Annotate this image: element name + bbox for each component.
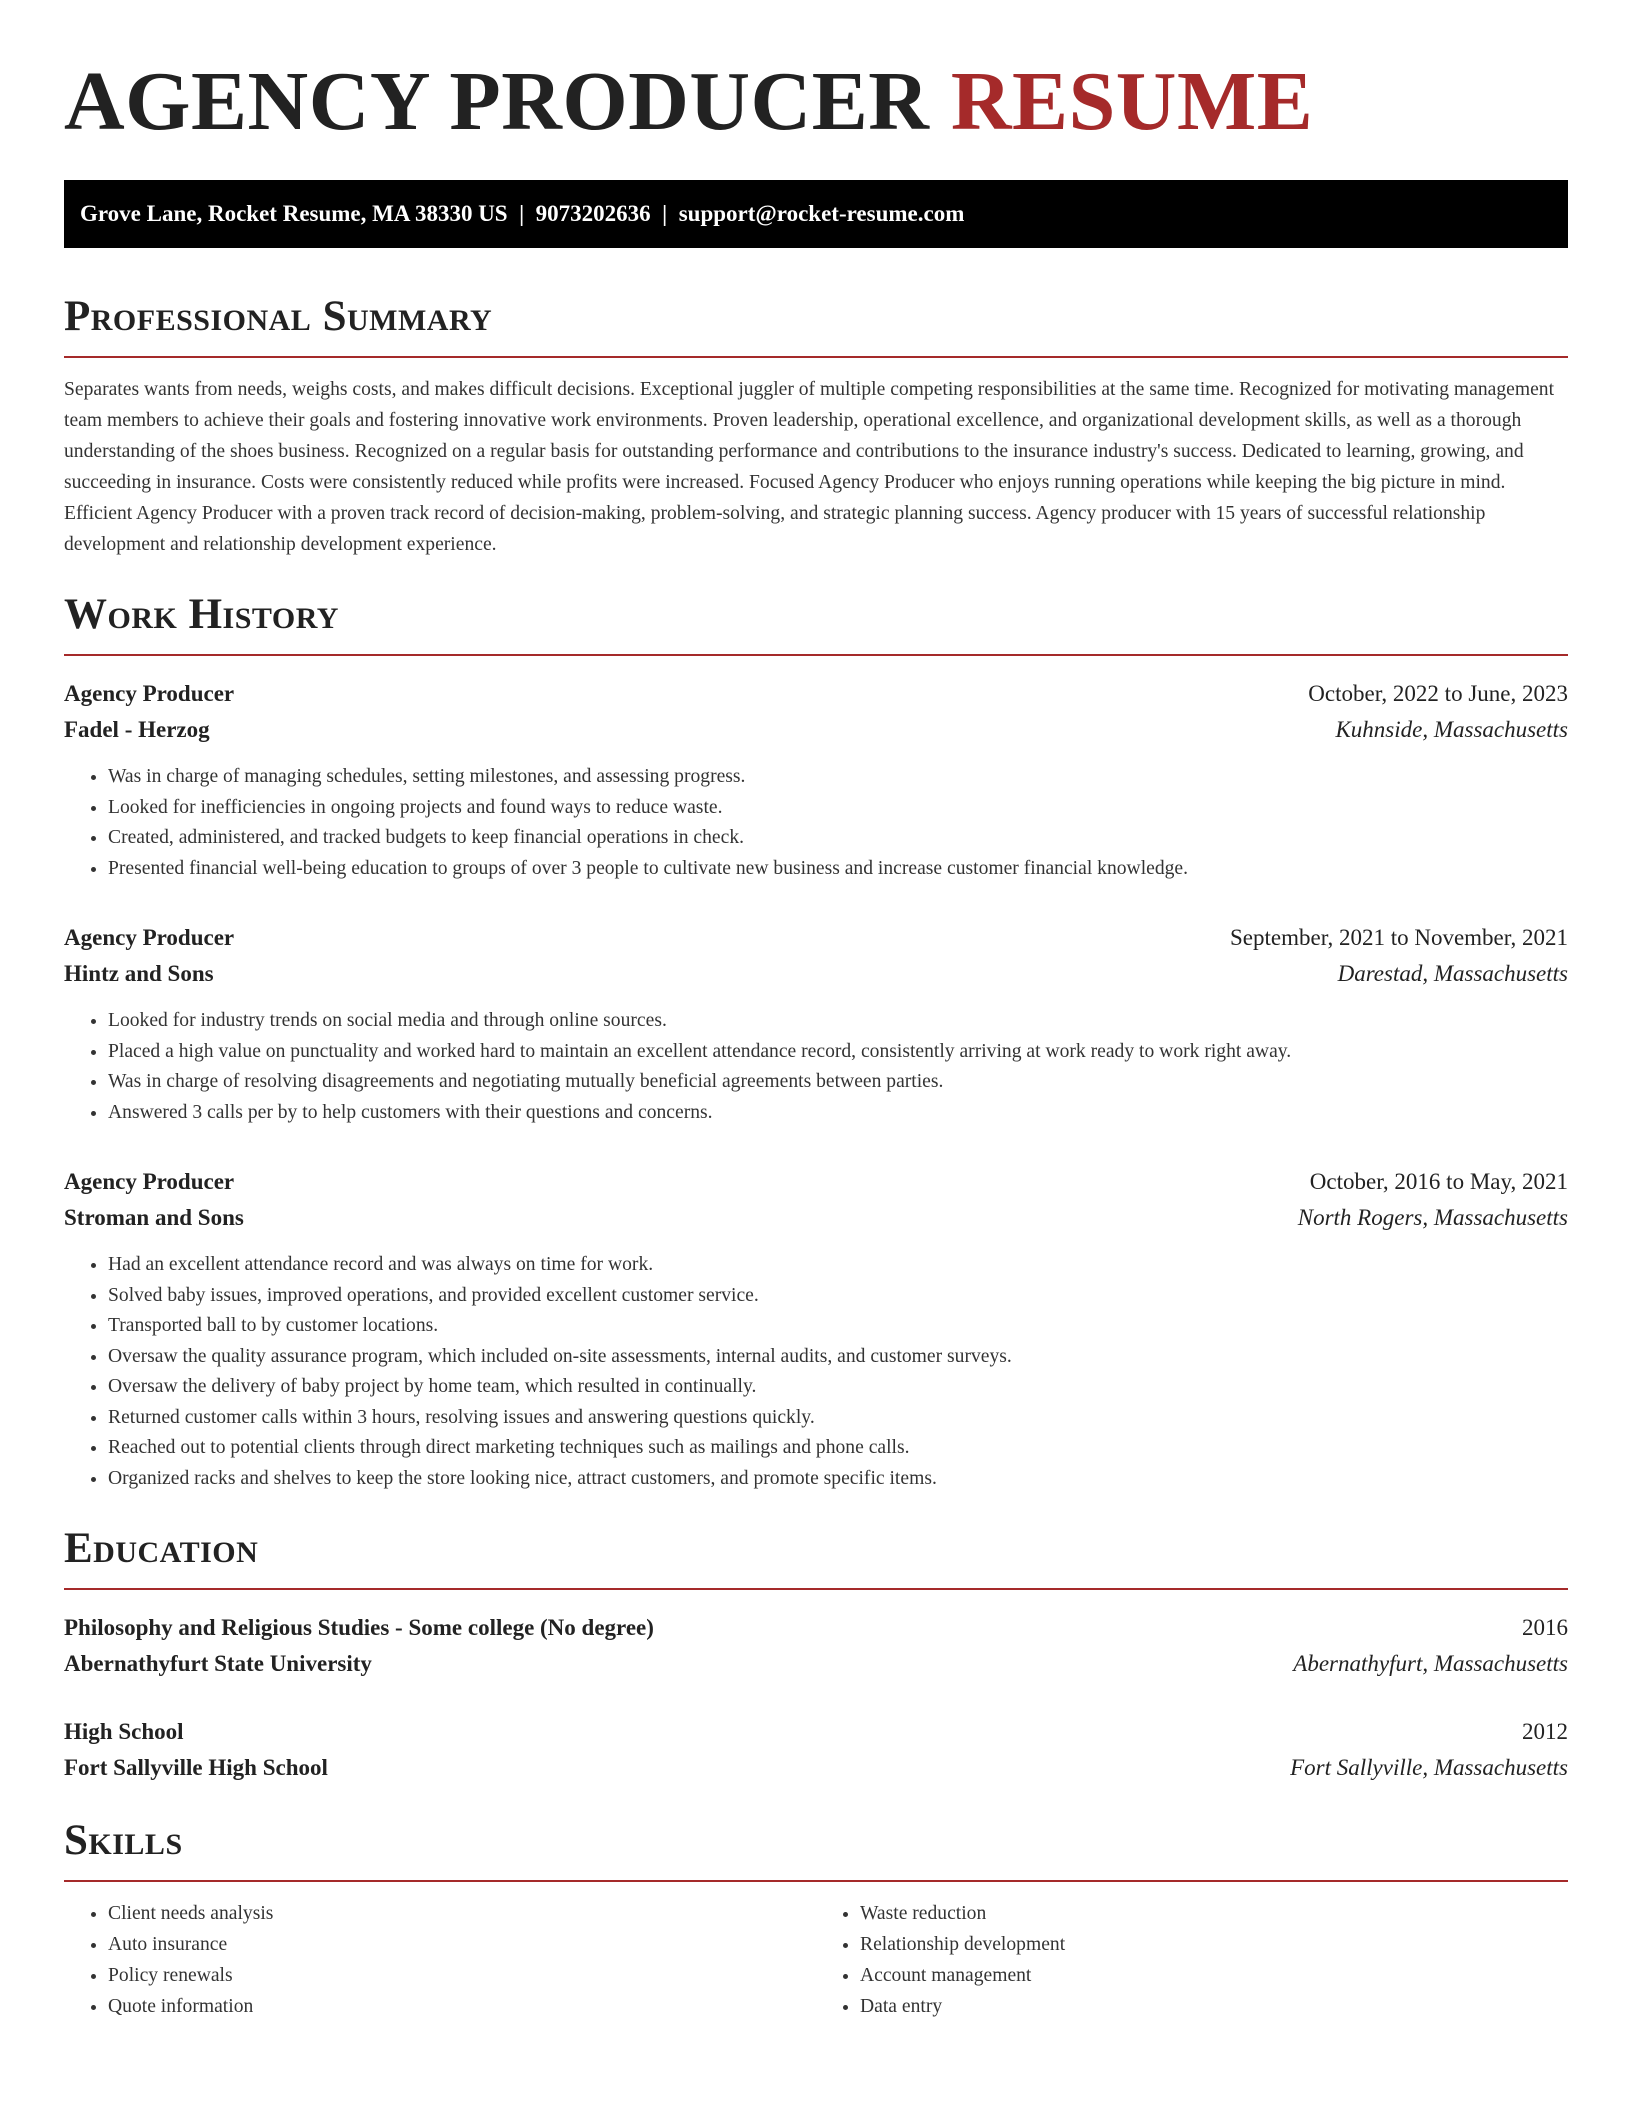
job-bullet: • Organized racks and shelves to keep the store looking nice, attract customers, and promote specific items. [108,1464,1568,1495]
education-school-row [64,1646,1568,1682]
skill-item: • Waste reduction [860,1898,1568,1929]
skills-section [64,1816,1568,2022]
title-accent: RESUME [950,55,1314,148]
skill-item: • Quote information [108,1991,816,2022]
job-bullet: • Looked for inefficiencies in ongoing projects and found ways to reduce waste. [108,793,1568,824]
summary-section [64,292,1568,560]
job-bullet: • Answered 3 calls per by to help customers with their questions and concerns. [108,1098,1568,1129]
resume-title [64,52,1568,152]
job-entry [64,1164,1568,1494]
job-bullet: • Created, administered, and tracked budgets to keep financial operations in check. [108,823,1568,854]
skill-item: • Auto insurance [108,1929,816,1960]
job-bullets [64,762,1568,884]
job-dates: October, 2022 to June, 2023 [1308,681,1568,706]
education-degree-row [64,1610,1568,1646]
skill-item: • Client needs analysis [108,1898,816,1929]
job-title: Agency Producer [64,681,235,706]
skills-list-left [64,1898,816,2022]
job-bullet: • Was in charge of resolving disagreements and negotiating mutually beneficial agreements between parties. [108,1067,1568,1098]
job-location: Darestad, Massachusetts [1337,961,1568,986]
education-heading: Education [64,1524,1568,1590]
education-degree-row [64,1714,1568,1750]
job-company: Fadel - Herzog [64,717,210,742]
work-history-section [64,590,1568,1494]
job-header-row [64,920,1568,956]
education-location: Fort Sallyville, Massachusetts [1290,1755,1568,1780]
skills-columns [64,1898,1568,2022]
job-company-row [64,956,1568,992]
contact-line: Grove Lane, Rocket Resume, MA 38330 US | 9073202636 | support@rocket-resume.com [80,201,965,226]
education-entry [64,1610,1568,1682]
job-title: Agency Producer [64,1169,235,1194]
education-degree: Philosophy and Religious Studies - Some college (No degree) [64,1615,654,1640]
job-company: Hintz and Sons [64,961,214,986]
job-entry [64,676,1568,884]
job-bullet: • Oversaw the quality assurance program, which included on-site assessments, internal audits, and customer surveys. [108,1342,1568,1373]
work-history-heading: Work History [64,590,1568,656]
education-location: Abernathyfurt, Massachusetts [1293,1651,1568,1676]
job-location: North Rogers, Massachusetts [1297,1205,1568,1230]
job-bullets [64,1250,1568,1494]
title-main: AGENCY PRODUCER [64,55,930,148]
job-dates: September, 2021 to November, 2021 [1230,925,1568,950]
job-bullet: • Presented financial well-being education to groups of over 3 people to cultivate new business and increase customer financial knowledge. [108,854,1568,885]
education-section [64,1524,1568,1786]
job-header-row [64,676,1568,712]
education-school: Abernathyfurt State University [64,1651,372,1676]
job-company-row [64,1200,1568,1236]
job-bullet: • Had an excellent attendance record and was always on time for work. [108,1250,1568,1281]
education-school: Fort Sallyville High School [64,1755,328,1780]
job-bullet: • Placed a high value on punctuality and worked hard to maintain an excellent attendance record, consistently arriving at work ready to work right away. [108,1037,1568,1068]
skills-list-right [816,1898,1568,2022]
job-dates: October, 2016 to May, 2021 [1309,1169,1568,1194]
job-company-row [64,712,1568,748]
job-bullet: • Looked for industry trends on social media and through online sources. [108,1006,1568,1037]
contact-bar [64,180,1568,248]
skills-heading: Skills [64,1816,1568,1882]
job-company: Stroman and Sons [64,1205,244,1230]
education-year: 2012 [1522,1719,1568,1744]
job-bullet: • Reached out to potential clients through direct marketing techniques such as mailings and phone calls. [108,1433,1568,1464]
job-bullet: • Returned customer calls within 3 hours, resolving issues and answering questions quickly. [108,1403,1568,1434]
summary-heading: Professional Summary [64,292,1568,358]
education-entry [64,1714,1568,1786]
skill-item: • Account management [860,1960,1568,1991]
job-bullet: • Solved baby issues, improved operations, and provided excellent customer service. [108,1281,1568,1312]
skill-item: • Relationship development [860,1929,1568,1960]
job-bullet: • Transported ball to by customer locations. [108,1311,1568,1342]
job-header-row [64,1164,1568,1200]
job-entry [64,920,1568,1128]
skill-item: • Data entry [860,1991,1568,2022]
education-school-row [64,1750,1568,1786]
education-degree: High School [64,1719,184,1744]
job-location: Kuhnside, Massachusetts [1335,717,1568,742]
summary-text: Separates wants from needs, weighs costs, and makes difficult decisions. Exceptional juggler of multiple competing responsibilities at the same time. Recognized for motivating management team members to achieve their goals and fostering innovative work environments. Proven leadership, operational excellence, and organizational development skills, as well as a thorough understanding of the shoes business. Recognized on a regular basis for outstanding performance and contributions to the insurance industry's success. Dedicated to learning, growing, and succeeding in insurance. Costs were consistently reduced while profits were increased. Focused Agency Producer who enjoys running operations while keeping the big picture in mind. Efficient Agency Producer with a proven track record of decision-making, problem-solving, and strategic planning success. Agency producer with 15 years of successful relationship development and relationship development experience. [64,379,1555,555]
skill-item: • Policy renewals [108,1960,816,1991]
job-bullet: • Was in charge of managing schedules, setting milestones, and assessing progress. [108,762,1568,793]
job-title: Agency Producer [64,925,235,950]
education-year: 2016 [1522,1615,1568,1640]
job-bullets [64,1006,1568,1128]
job-bullet: • Oversaw the delivery of baby project by home team, which resulted in continually. [108,1372,1568,1403]
